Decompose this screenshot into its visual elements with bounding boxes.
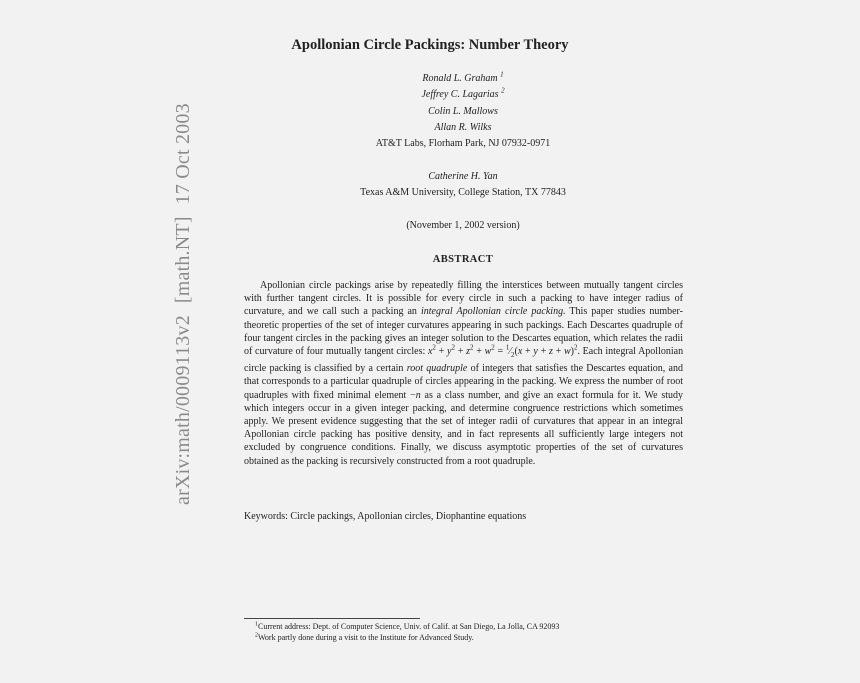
- footnote-text: Current address: Dept. of Computer Science, Univ. of Calif. at San Diego, La Jolla, CA 92093: [258, 622, 560, 631]
- footnote-mark: 2: [255, 631, 258, 638]
- version-date: (November 1, 2002 version): [406, 220, 520, 231]
- arxiv-id: arXiv:math/0009113v2: [172, 315, 194, 505]
- abstract-text: Apollonian circle packings arise by repeatedly filling the interstices between mutually tangent circles with further tangent circles. It is possible for every circle in such a packing to have integer radius of curvature, and we call such a packing an: [244, 280, 683, 318]
- abstract-text: of integers that satisfies the Descartes equation, and that corresponds to a particular quadruple of circles appearing in the packing. We express the number of root quadruples with fixed minimal element −: [244, 363, 683, 401]
- author-line: [0, 70, 860, 84]
- descartes-equation: $x^2 + y^2 + z^2 + w^2$ = $^1⁄_2(x + y + z + w)^2$: [427, 343, 578, 360]
- footnote: [255, 622, 559, 633]
- keywords: Keywords: Circle packings, Apollonian circles, Diophantine equations: [244, 511, 527, 522]
- author-line: [0, 106, 860, 117]
- abstract-text: This paper studies number-theoretic properties of the set of integer curvatures appearing in such packings. Each Descartes quadruple of four tangent circles in the packing gives an integer solution to the Descartes equation, which relates the radii of curvature of four mutually tangent circles:: [244, 306, 683, 358]
- arxiv-date: 17 Oct 2003: [172, 103, 194, 205]
- author-name: Ronald L. Graham: [422, 73, 498, 84]
- author-line: [0, 122, 860, 133]
- author-footnote-mark: 1: [500, 70, 504, 79]
- author-name: Colin L. Mallows: [428, 106, 498, 117]
- abstract-emphasis: n: [415, 389, 421, 401]
- author-line: [0, 86, 860, 100]
- author-footnote-mark: 2: [501, 86, 505, 95]
- arxiv-category: [math.NT]: [172, 216, 194, 304]
- footnote-rule: [244, 618, 420, 619]
- author-name: Catherine H. Yan: [428, 171, 498, 182]
- abstract-text: as a class number, and give an exact formula for it. We study which integers occur in a given integer packing, and determine congruence restrictions which sometimes apply. We present evidence suggesting that the set of integer radii of curvatures that appear in an integral Apollonian circle packing has positive density, and in fact represents all sufficiently large integers not excluded by congruence conditions. Finally, we discuss asymptotic properties of the set of curvatures obtained as the packing is recursively constructed from a root quadruple.: [244, 389, 683, 467]
- affiliation: AT&T Labs, Florham Park, NJ 07932-0971: [375, 138, 551, 149]
- author-name: Allan R. Wilks: [434, 122, 492, 133]
- footnote-mark: 1: [255, 621, 258, 628]
- author-name: Jeffrey C. Lagarias: [421, 89, 499, 100]
- footnotes: [255, 622, 559, 643]
- abstract-heading: ABSTRACT: [432, 254, 494, 265]
- abstract-body: [244, 279, 683, 468]
- footnote-text: Work partly done during a visit to the Institute for Advanced Study.: [258, 632, 474, 642]
- abstract-emphasis: root quadruple: [406, 363, 468, 375]
- paper-title: Apollonian Circle Packings: Number Theory: [291, 37, 569, 53]
- abstract-text: . Each integral Apollonian circle packing is classified by a certain: [244, 346, 684, 375]
- footnote: [255, 633, 559, 644]
- arxiv-sidebar-stamp: [172, 103, 195, 505]
- abstract-emphasis: integral Apollonian circle packing.: [420, 306, 566, 318]
- affiliation: Texas A&M University, College Station, TX 77843: [360, 187, 566, 198]
